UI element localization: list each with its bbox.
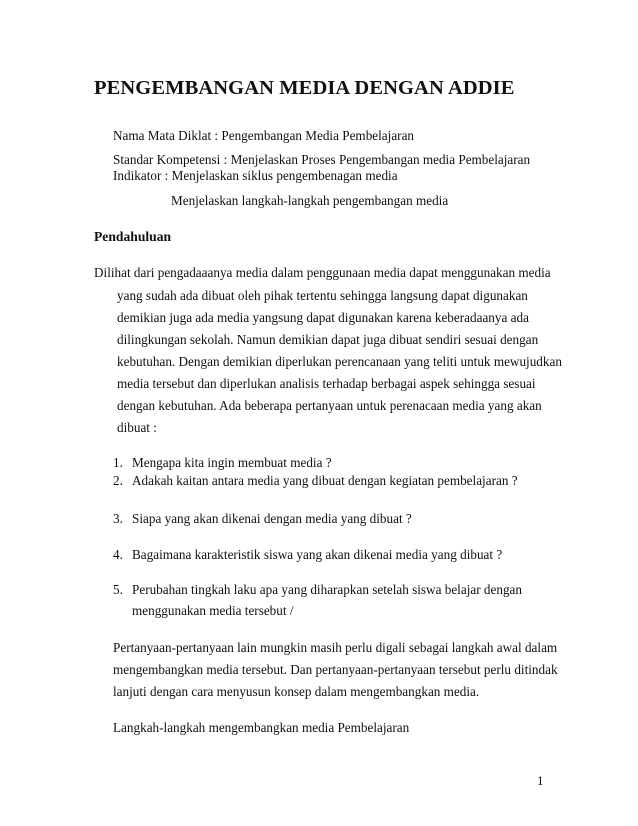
meta-nama-mata-diklat: Nama Mata Diklat : Pengembangan Media Pembelajaran <box>113 128 415 143</box>
list-item-number: 1. <box>113 455 123 470</box>
subheading: Langkah-langkah mengembangkan media Pembelajaran <box>113 720 410 735</box>
intro-line: Dilihat dari pengadaaanya media dalam penggunaan media dapat menggunakan media <box>94 265 551 280</box>
list-item-text: Bagaimana karakteristik siswa yang akan dikenai media yang dibuat ? <box>132 547 503 562</box>
list-item-text: Siapa yang akan dikenai dengan media yang dibuat ? <box>132 511 412 526</box>
list-item-text: menggunakan media tersebut / <box>132 603 294 618</box>
intro-line: demikian juga ada media yangsung dapat digunakan karena keberadaanya ada <box>117 310 529 325</box>
list-item-text: Perubahan tingkah laku apa yang diharapkan setelah siswa belajar dengan <box>132 582 522 597</box>
meta-standar-kompetensi: Standar Kompetensi : Menjelaskan Proses Pengembangan media Pembelajaran <box>113 152 531 167</box>
intro-line: dibuat : <box>117 420 157 435</box>
intro-line: dilingkungan sekolah. Namun demikian dapat juga dibuat sendiri sesuai dengan <box>117 332 539 347</box>
meta-indikator-1: Indikator : Menjelaskan siklus pengembenagan media <box>113 168 398 183</box>
meta-indikator-2: Menjelaskan langkah-langkah pengembangan media <box>171 193 449 208</box>
list-item-text: Adakah kaitan antara media yang dibuat dengan kegiatan pembelajaran ? <box>132 473 518 488</box>
list-item-number: 5. <box>113 582 123 597</box>
closing-line: Pertanyaan-pertanyaan lain mungkin masih perlu digali sebagai langkah awal dalam <box>113 640 558 655</box>
list-item-number: 3. <box>113 511 123 526</box>
closing-line: mengembangkan media tersebut. Dan pertanyaan-pertanyaan tersebut perlu ditindak <box>113 662 558 677</box>
list-item-number: 2. <box>113 473 123 488</box>
page-number: 1 <box>537 773 544 788</box>
list-item-number: 4. <box>113 547 123 562</box>
intro-line: kebutuhan. Dengan demikian diperlukan perencanaan yang teliti untuk mewujudkan <box>117 354 562 369</box>
intro-line: dengan kebutuhan. Ada beberapa pertanyaan untuk perenacaan media yang akan <box>117 398 542 413</box>
intro-line: yang sudah ada dibuat oleh pihak tertentu sehingga langsung dapat digunakan <box>117 288 528 303</box>
section-heading: Pendahuluan <box>94 229 172 244</box>
intro-line: media tersebut dan diperlukan analisis terhadap berbagai aspek sehingga sesuai <box>117 376 536 391</box>
list-item-text: Mengapa kita ingin membuat media ? <box>132 455 332 470</box>
document-title: PENGEMBANGAN MEDIA DENGAN ADDIE <box>94 77 515 99</box>
closing-line: lanjuti dengan cara menyusun konsep dalam mengembangkan media. <box>113 684 480 699</box>
